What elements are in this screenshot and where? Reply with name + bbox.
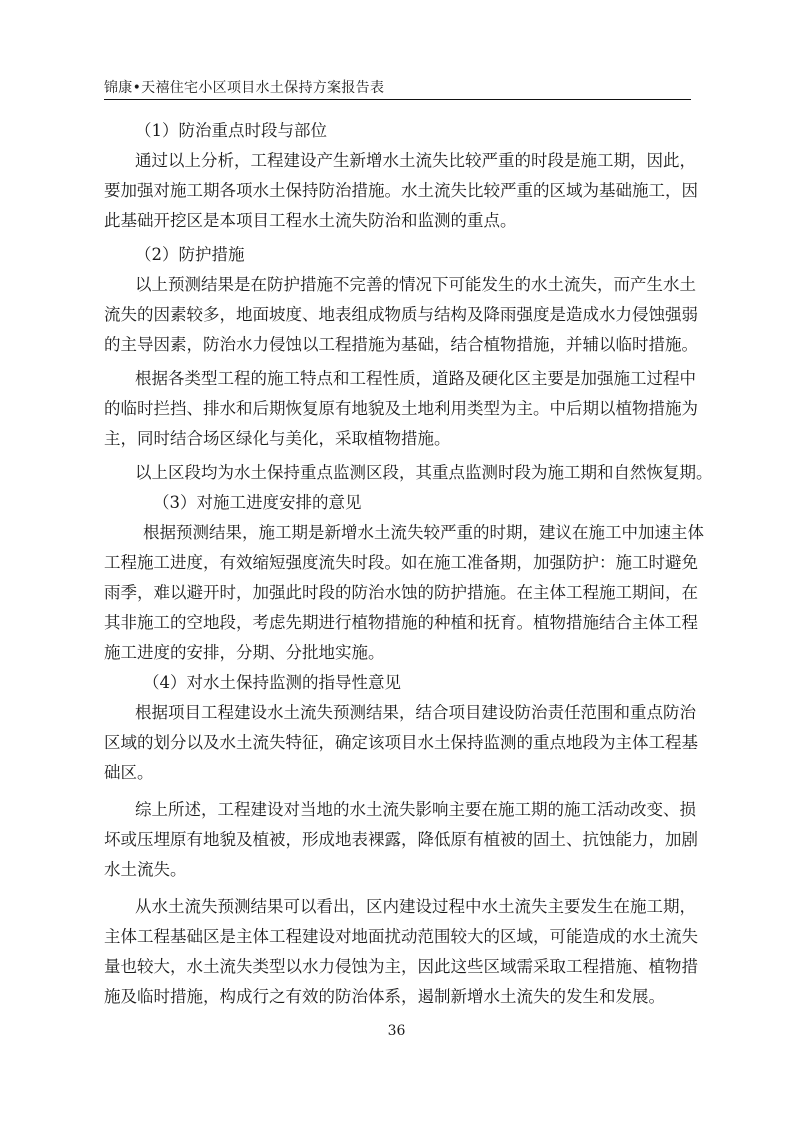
- paragraph-line: 根据各类型工程的施工特点和工程性质，道路及硬化区主要是加强施工过程中: [135, 369, 696, 388]
- paragraph-line: 础区。: [104, 763, 154, 782]
- paragraph-line: 施及临时措施，构成行之有效的防治体系，遏制新增水土流失的发生和发展。: [104, 987, 665, 1006]
- paragraph-line: 的临时拦挡、排水和后期恢复原有地貌及土地利用类型为主。中后期以植物措施为: [104, 399, 698, 418]
- paragraph-line: 根据项目工程建设水土流失预测结果，结合项目建设防治责任范围和重点防治: [135, 703, 696, 722]
- paragraph-line: 以上预测结果是在防护措施不完善的情况下可能发生的水土流失，而产生水土: [135, 275, 696, 294]
- paragraph-line: 综上所述，工程建设对当地的水土流失影响主要在施工期的施工活动改变、损: [135, 800, 696, 819]
- paragraph-line: 施工进度的安排，分期、分批地实施。: [104, 643, 385, 662]
- document-body: [104, 116, 713, 1012]
- paragraph-line: 以上区段均为水土保持重点监测区段，其重点监测时段为施工期和自然恢复期。: [135, 463, 713, 482]
- header-rule: [104, 99, 691, 100]
- section-heading-3: （3）对施工进度安排的意见: [153, 493, 362, 512]
- document-header: 锦康•天禧住宅小区项目水土保持方案报告表: [104, 80, 385, 96]
- paragraph-line: 雨季，难以避开时，加强此时段的防治水蚀的防护措施。在主体工程施工期间，在: [104, 583, 698, 602]
- paragraph-line: 从水土流失预测结果可以看出，区内建设过程中水土流失主要发生在施工期，: [135, 897, 696, 916]
- paragraph-line: 此基础开挖区是本项目工程水土流失防治和监测的重点。: [104, 211, 517, 230]
- paragraph-line: 主体工程基础区是主体工程建设对地面扰动范围较大的区域，可能造成的水土流失: [104, 927, 698, 946]
- paragraph-line: 区域的划分以及水土流失特征，确定该项目水土保持监测的重点地段为主体工程基: [104, 733, 698, 752]
- paragraph-line: 通过以上分析，工程建设产生新增水土流失比较严重的时段是施工期，因此，: [135, 151, 696, 170]
- paragraph-line: 量也较大，水土流失类型以水力侵蚀为主，因此这些区域需采取工程措施、植物措: [104, 957, 698, 976]
- page-number: 36: [387, 1023, 406, 1039]
- section-heading-4: （4）对水土保持监测的指导性意见: [143, 673, 401, 692]
- paragraph-line: 要加强对施工期各项水土保持防治措施。水土流失比较严重的区域为基础施工，因: [104, 181, 698, 200]
- paragraph-line: 坏或压埋原有地貌及植被，形成地表裸露，降低原有植被的固土、抗蚀能力，加剧: [104, 830, 698, 849]
- paragraph-line: 水土流失。: [104, 860, 187, 879]
- section-heading-2: （2）防护措施: [135, 245, 245, 264]
- section-heading-1: （1）防治重点时段与部位: [135, 121, 327, 140]
- paragraph-line: 根据预测结果，施工期是新增水土流失较严重的时期，建议在施工中加速主体: [143, 523, 704, 542]
- paragraph-line: 流失的因素较多，地面坡度、地表组成物质与结构及降雨强度是造成水力侵蚀强弱: [104, 305, 698, 324]
- paragraph-line: 主，同时结合场区绿化与美化，采取植物措施。: [104, 429, 451, 448]
- paragraph-line: 的主导因素，防治水力侵蚀以工程措施为基础，结合植物措施，并辅以临时措施。: [104, 335, 698, 354]
- paragraph-line: 其非施工的空地段，考虑先期进行植物措施的种植和抚育。植物措施结合主体工程: [104, 613, 698, 632]
- paragraph-line: 工程施工进度，有效缩短强度流失时段。如在施工准备期，加强防护：施工时避免: [104, 553, 698, 572]
